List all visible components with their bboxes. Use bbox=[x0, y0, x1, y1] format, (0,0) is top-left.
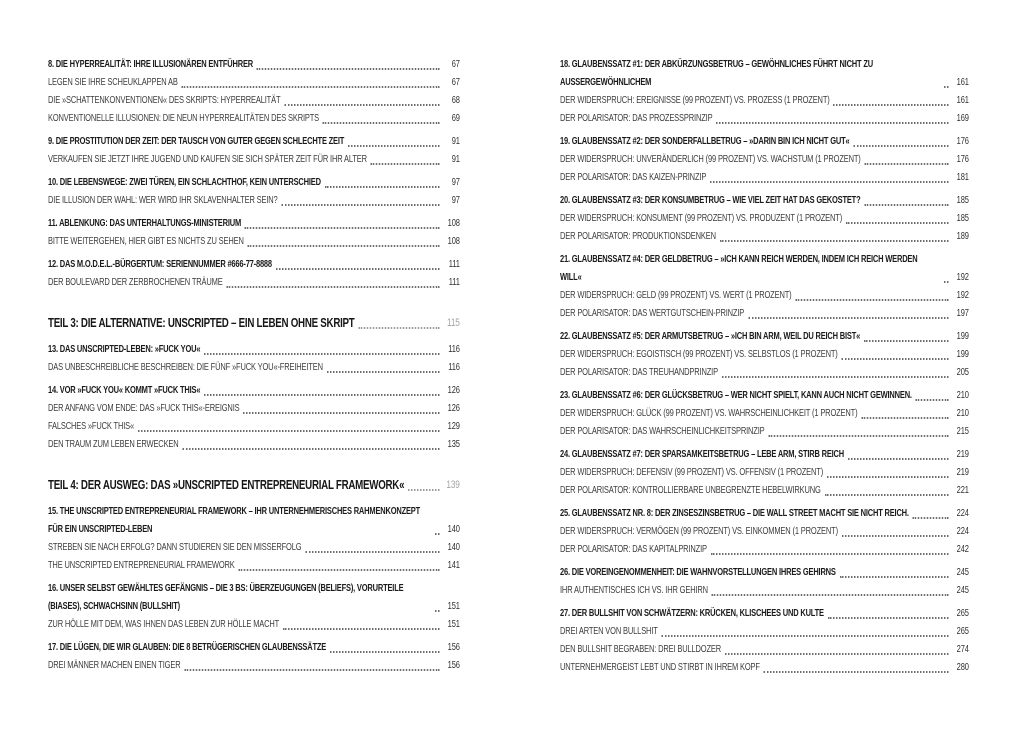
toc-entry-title: DER WIDERSPRUCH: VERMÖGEN (99 PROZENT) VS. EINKOMMEN (1 PROZENT) bbox=[560, 526, 838, 537]
dotted-leader bbox=[408, 489, 440, 491]
page-number: 161 bbox=[956, 77, 969, 88]
toc-entry bbox=[560, 641, 969, 659]
page-number: 91 bbox=[451, 136, 460, 147]
page-number: 116 bbox=[448, 362, 460, 373]
page-number: 224 bbox=[956, 508, 969, 519]
dotted-leader bbox=[184, 669, 439, 671]
toc-entry-title: UNTERNEHMERGEIST LEBT UND STIRBT IN IHREM KOPF bbox=[560, 662, 760, 673]
dotted-leader bbox=[138, 430, 440, 432]
toc-entry-title: 19. GLAUBENSSATZ #2: DER SONDERFALLBETRUG – »DARIN BIN ICH NICHT GUT« bbox=[560, 136, 850, 147]
toc-entry-title: BITTE WEITERGEHEN, HIER GIBT ES NICHTS ZU SEHEN bbox=[48, 236, 244, 247]
dotted-leader bbox=[435, 533, 440, 535]
toc-entry bbox=[560, 210, 969, 228]
toc-entry bbox=[560, 287, 969, 305]
page-number: 111 bbox=[448, 277, 460, 288]
toc-entry-title: 17. DIE LÜGEN, DIE WIR GLAUBEN: DIE 8 BETRÜGERISCHEN GLAUBENSSÄTZE bbox=[48, 642, 327, 653]
toc-entry-title: DEN TRAUM ZUM LEBEN ERWECKEN bbox=[48, 439, 179, 450]
dotted-leader bbox=[305, 551, 439, 553]
page-number: 210 bbox=[956, 408, 969, 419]
toc-entry-title: 18. GLAUBENSSATZ #1: DER ABKÜRZUNGSBETRUG – GEWÖHNLICHES FÜHRT NICHT ZU AUSSERGEWÖHNLICHEM bbox=[560, 59, 873, 88]
toc-entry-title: 12. DAS M.O.D.E.L.-BÜRGERTUM: SERIENNUMMER #666-77-8888 bbox=[48, 259, 272, 270]
page-number: 197 bbox=[956, 308, 969, 319]
toc-entry bbox=[560, 92, 969, 110]
page-number: 111 bbox=[448, 259, 460, 270]
toc-entry bbox=[560, 446, 969, 464]
toc-entry-title: 15. THE UNSCRIPTED ENTREPRENEURIAL FRAMEWORK – IHR UNTERNEHMERISCHES RAHMENKONZEPT FÜR EIN UNSCRIPTED-LEBEN bbox=[48, 506, 421, 535]
toc-entry bbox=[560, 423, 969, 441]
toc-entry-title: 11. ABLENKUNG: DAS UNTERHALTUNGS-MINISTERIUM bbox=[48, 218, 242, 229]
page-number: 189 bbox=[956, 231, 969, 242]
dotted-leader bbox=[226, 286, 439, 288]
dotted-leader bbox=[248, 245, 440, 247]
page-number: 126 bbox=[447, 385, 460, 396]
page-number: 67 bbox=[451, 77, 460, 88]
dotted-leader bbox=[325, 186, 440, 188]
toc-part-heading bbox=[48, 474, 460, 496]
toc-entry-title: DER POLARISATOR: DAS WERTGUTSCHEIN-PRINZIP bbox=[560, 308, 745, 319]
toc-entry-title: STREBEN SIE NACH ERFOLG? DANN STUDIEREN SIE DEN MISSERFOLG bbox=[48, 542, 302, 553]
toc-entry bbox=[560, 582, 969, 600]
dotted-leader bbox=[944, 86, 949, 88]
toc-entry bbox=[48, 92, 460, 110]
page-number: 97 bbox=[451, 195, 460, 206]
page-number: 67 bbox=[451, 59, 460, 70]
toc-entry-title: DER WIDERSPRUCH: GELD (99 PROZENT) VS. WERT (1 PROZENT) bbox=[560, 290, 792, 301]
page-number: 69 bbox=[451, 113, 460, 124]
dotted-leader bbox=[795, 299, 948, 301]
toc-entry-title: 9. DIE PROSTITUTION DER ZEIT: DER TAUSCH VON GUTER GEGEN SCHLECHTE ZEIT bbox=[48, 136, 345, 147]
toc-entry bbox=[560, 192, 969, 210]
toc-entry bbox=[48, 233, 460, 251]
toc-entry bbox=[48, 418, 460, 436]
page-number: 151 bbox=[447, 601, 460, 612]
dotted-leader bbox=[327, 371, 440, 373]
page-number: 156 bbox=[447, 642, 460, 653]
toc-entry-title: TEIL 4: DER AUSWEG: DAS »UNSCRIPTED ENTREPRENEURIAL FRAMEWORK« bbox=[48, 477, 405, 492]
page-number: 68 bbox=[451, 95, 460, 106]
toc-entry bbox=[560, 56, 969, 92]
page-number: 139 bbox=[446, 479, 460, 491]
dotted-leader bbox=[284, 104, 439, 106]
page-number: 176 bbox=[956, 154, 969, 165]
toc-entry bbox=[560, 482, 969, 500]
dotted-leader bbox=[725, 653, 949, 655]
page-number: 108 bbox=[447, 236, 460, 247]
page-number: 97 bbox=[451, 177, 460, 188]
toc-entry bbox=[48, 274, 460, 292]
toc-entry bbox=[48, 192, 460, 210]
dotted-leader bbox=[276, 268, 440, 270]
toc-entry-title: LEGEN SIE IHRE SCHEUKLAPPEN AB bbox=[48, 77, 178, 88]
toc-entry bbox=[48, 557, 460, 575]
toc-entry-title: DER POLARISATOR: DAS PROZESSPRINZIP bbox=[560, 113, 713, 124]
toc-entry-title: DER POLARISATOR: KONTROLLIERBARE UNBEGRENZTE HEBELWIRKUNG bbox=[560, 485, 821, 496]
toc-entry bbox=[48, 215, 460, 233]
page-number: 215 bbox=[956, 426, 969, 437]
page-number: 274 bbox=[956, 644, 969, 655]
toc-entry bbox=[560, 564, 969, 582]
toc-entry-title: DREI ARTEN VON BULLSHIT bbox=[560, 626, 658, 637]
toc-entry-title: DIE ILLUSION DER WAHL: WER WIRD IHR SKLAVENHALTER SEIN? bbox=[48, 195, 278, 206]
dotted-leader bbox=[204, 353, 439, 355]
dotted-leader bbox=[323, 122, 440, 124]
toc-entry bbox=[48, 341, 460, 359]
toc-entry bbox=[48, 151, 460, 169]
toc-entry bbox=[560, 328, 969, 346]
dotted-leader bbox=[182, 448, 439, 450]
dotted-leader bbox=[281, 204, 439, 206]
dotted-leader bbox=[839, 576, 948, 578]
dotted-leader bbox=[238, 569, 439, 571]
toc-entry-title: 8. DIE HYPERREALITÄT: IHRE ILLUSIONÄREN ENTFÜHRER bbox=[48, 59, 253, 70]
toc-entry bbox=[560, 659, 969, 677]
toc-entry bbox=[48, 110, 460, 128]
dotted-leader bbox=[841, 358, 948, 360]
page-number: 192 bbox=[956, 290, 969, 301]
dotted-leader bbox=[824, 494, 948, 496]
page-number: 129 bbox=[447, 421, 460, 432]
dotted-leader bbox=[944, 281, 949, 283]
toc-entry bbox=[48, 657, 460, 675]
toc-entry bbox=[48, 503, 460, 539]
dotted-leader bbox=[712, 594, 949, 596]
toc-entry-title: DEN BULLSHIT BEGRABEN: DREI BULLDOZER bbox=[560, 644, 722, 655]
dotted-leader bbox=[833, 104, 948, 106]
dotted-leader bbox=[283, 628, 440, 630]
toc-entry-title: 22. GLAUBENSSATZ #5: DER ARMUTSBETRUG – »ICH BIN ARM, WEIL DU REICH BIST« bbox=[560, 331, 861, 342]
toc-entry bbox=[560, 251, 969, 287]
toc-entry bbox=[48, 436, 460, 454]
toc-entry-title: DER POLARISATOR: PRODUKTIONSDENKEN bbox=[560, 231, 716, 242]
toc-part-heading bbox=[48, 312, 460, 334]
toc-entry bbox=[48, 616, 460, 634]
page-number: 116 bbox=[448, 344, 460, 355]
toc-entry-title: THE UNSCRIPTED ENTREPRENEURIAL FRAMEWORK bbox=[48, 560, 235, 571]
page-number: 126 bbox=[447, 403, 460, 414]
toc-entry bbox=[560, 405, 969, 423]
toc-entry bbox=[560, 541, 969, 559]
toc-entry bbox=[560, 623, 969, 641]
dotted-leader bbox=[748, 317, 949, 319]
dotted-leader bbox=[348, 145, 440, 147]
page-number: 199 bbox=[956, 349, 969, 360]
dotted-leader bbox=[204, 394, 439, 396]
toc-entry-title: 21. GLAUBENSSATZ #4: DER GELDBETRUG – »ICH KANN REICH WERDEN, INDEM ICH REICH WERDEN WILL« bbox=[560, 254, 918, 283]
dotted-leader bbox=[722, 376, 949, 378]
toc-entry-title: DER POLARISATOR: DAS KAIZEN-PRINZIP bbox=[560, 172, 707, 183]
toc-entry bbox=[48, 133, 460, 151]
dotted-leader bbox=[358, 327, 439, 329]
dotted-leader bbox=[913, 517, 949, 519]
toc-entry-title: 10. DIE LEBENSWEGE: ZWEI TÜREN, EIN SCHLACHTHOF, KEIN UNTERSCHIED bbox=[48, 177, 321, 188]
dotted-leader bbox=[710, 181, 949, 183]
dotted-leader bbox=[435, 610, 440, 612]
page-number: 242 bbox=[956, 544, 969, 555]
toc-entry bbox=[560, 133, 969, 151]
toc-entry-title: 23. GLAUBENSSATZ #6: DER GLÜCKSBETRUG – WER NICHT SPIELT, KANN AUCH NICHT GEWINNEN. bbox=[560, 390, 912, 401]
toc-entry bbox=[560, 364, 969, 382]
toc-entry-title: 27. DER BULLSHIT VON SCHWÄTZERN: KRÜCKEN, KLISCHEES UND KULTE bbox=[560, 608, 824, 619]
dotted-leader bbox=[243, 412, 439, 414]
page-number: 245 bbox=[956, 585, 969, 596]
dotted-leader bbox=[916, 399, 949, 401]
toc-entry-title: DER WIDERSPRUCH: KONSUMENT (99 PROZENT) VS. PRODUZENT (1 PROZENT) bbox=[560, 213, 843, 224]
page-number: 181 bbox=[956, 172, 969, 183]
dotted-leader bbox=[842, 535, 949, 537]
dotted-leader bbox=[245, 227, 440, 229]
page-number: 245 bbox=[956, 567, 969, 578]
page-number: 151 bbox=[447, 619, 460, 630]
dotted-leader bbox=[861, 417, 948, 419]
toc-entry bbox=[48, 539, 460, 557]
toc-entry bbox=[48, 56, 460, 74]
page-number: 169 bbox=[956, 113, 969, 124]
dotted-leader bbox=[257, 68, 440, 70]
toc-entry-title: DER BOULEVARD DER ZERBROCHENEN TRÄUME bbox=[48, 277, 223, 288]
dotted-leader bbox=[181, 86, 439, 88]
toc-entry bbox=[48, 74, 460, 92]
toc-entry-title: KONVENTIONELLE ILLUSIONEN: DIE NEUN HYPERREALITÄTEN DES SKRIPTS bbox=[48, 113, 320, 124]
toc-entry-title: DER WIDERSPRUCH: EGOISTISCH (99 PROZENT) VS. SELBSTLOS (1 PROZENT) bbox=[560, 349, 838, 360]
page-number: 280 bbox=[956, 662, 969, 673]
toc-entry-title: DER ANFANG VOM ENDE: DAS »FUCK THIS«-EREIGNIS bbox=[48, 403, 240, 414]
page-number: 192 bbox=[956, 272, 969, 283]
dotted-leader bbox=[371, 163, 440, 165]
page-number: 115 bbox=[447, 317, 460, 329]
toc-entry bbox=[560, 151, 969, 169]
toc-entry-title: TEIL 3: DIE ALTERNATIVE: UNSCRIPTED – EIN LEBEN OHNE SKRIPT bbox=[48, 315, 355, 330]
toc-entry bbox=[48, 400, 460, 418]
dotted-leader bbox=[848, 458, 949, 460]
dotted-leader bbox=[330, 651, 440, 653]
toc-entry bbox=[48, 359, 460, 377]
toc-entry-title: DER WIDERSPRUCH: UNVERÄNDERLICH (99 PROZENT) VS. WACHSTUM (1 PROZENT) bbox=[560, 154, 861, 165]
toc-entry bbox=[560, 346, 969, 364]
page-number: 156 bbox=[447, 660, 460, 671]
toc-entry-title: FALSCHES »FUCK THIS« bbox=[48, 421, 135, 432]
page-number: 91 bbox=[451, 154, 460, 165]
toc-entry bbox=[560, 110, 969, 128]
dotted-leader bbox=[716, 122, 948, 124]
toc-entry bbox=[560, 387, 969, 405]
toc-page-right bbox=[560, 56, 969, 677]
toc-entry-title: DER POLARISATOR: DAS TREUHANDPRINZIP bbox=[560, 367, 718, 378]
page-number: 210 bbox=[956, 390, 969, 401]
toc-entry bbox=[560, 228, 969, 246]
toc-entry bbox=[560, 305, 969, 323]
toc-entry bbox=[560, 505, 969, 523]
toc-entry-title: 16. UNSER SELBST GEWÄHLTES GEFÄNGNIS – DIE 3 BS: ÜBERZEUGUNGEN (BELIEFS), VORURTEILE (BIASES), SCHWACHSINN (BULLSHIT) bbox=[48, 583, 404, 612]
page-number: 199 bbox=[956, 331, 969, 342]
toc-entry-title: DER WIDERSPRUCH: EREIGNISSE (99 PROZENT) VS. PROZESS (1 PROZENT) bbox=[560, 95, 830, 106]
toc-entry bbox=[560, 605, 969, 623]
page-number: 161 bbox=[956, 95, 969, 106]
dotted-leader bbox=[864, 163, 948, 165]
toc-entry-title: DER WIDERSPRUCH: GLÜCK (99 PROZENT) VS. WAHRSCHEINLICHKEIT (1 PROZENT) bbox=[560, 408, 858, 419]
toc-entry bbox=[48, 639, 460, 657]
toc-entry-title: VERKAUFEN SIE JETZT IHRE JUGEND UND KAUFEN SIE SICH SPÄTER ZEIT FÜR IHR ALTER bbox=[48, 154, 367, 165]
page-number: 219 bbox=[956, 467, 969, 478]
toc-entry bbox=[48, 174, 460, 192]
dotted-leader bbox=[827, 476, 949, 478]
toc-page-left bbox=[48, 56, 460, 675]
toc-entry-title: 25. GLAUBENSSATZ NR. 8: DER ZINSESZINSBETRUG – DIE WALL STREET MACHT SIE NICHT REICH. bbox=[560, 508, 909, 519]
toc-entry-title: DER POLARISATOR: DAS WAHRSCHEINLICHKEITSPRINZIP bbox=[560, 426, 765, 437]
page-number: 140 bbox=[447, 542, 460, 553]
page-number: 221 bbox=[956, 485, 969, 496]
page-number: 140 bbox=[447, 524, 460, 535]
toc-entry-title: DER POLARISATOR: DAS KAPITALPRINZIP bbox=[560, 544, 707, 555]
dotted-leader bbox=[864, 340, 949, 342]
page-number: 135 bbox=[447, 439, 460, 450]
toc-entry bbox=[48, 382, 460, 400]
toc-entry-title: DIE »SCHATTENKONVENTIONEN« DES SKRIPTS: HYPERREALITÄT bbox=[48, 95, 281, 106]
page-number: 265 bbox=[956, 608, 969, 619]
page-number: 205 bbox=[956, 367, 969, 378]
toc-entry bbox=[560, 464, 969, 482]
toc-entry bbox=[560, 523, 969, 541]
dotted-leader bbox=[711, 553, 949, 555]
toc-entry-title: 20. GLAUBENSSATZ #3: DER KONSUMBETRUG – WIE VIEL ZEIT HAT DAS GEKOSTET? bbox=[560, 195, 861, 206]
toc-entry-title: 14. VOR »FUCK YOU« KOMMT »FUCK THIS« bbox=[48, 385, 201, 396]
page-number: 219 bbox=[956, 449, 969, 460]
toc-entry-title: DER WIDERSPRUCH: DEFENSIV (99 PROZENT) VS. OFFENSIV (1 PROZENT) bbox=[560, 467, 824, 478]
page-number: 108 bbox=[447, 218, 460, 229]
dotted-leader bbox=[768, 435, 948, 437]
toc-entry bbox=[48, 256, 460, 274]
dotted-leader bbox=[853, 145, 948, 147]
page-number: 185 bbox=[956, 195, 969, 206]
toc-entry-title: 24. GLAUBENSSATZ #7: DER SPARSAMKEITSBETRUG – LEBE ARM, STIRB REICH bbox=[560, 449, 845, 460]
dotted-leader bbox=[828, 617, 949, 619]
page-number: 185 bbox=[956, 213, 969, 224]
dotted-leader bbox=[661, 635, 948, 637]
page-number: 265 bbox=[956, 626, 969, 637]
toc-entry-title: 13. DAS UNSCRIPTED-LEBEN: »FUCK YOU« bbox=[48, 344, 201, 355]
toc-entry-title: DAS UNBESCHREIBLICHE BESCHREIBEN: DIE FÜNF »FUCK YOU«-FREIHEITEN bbox=[48, 362, 323, 373]
toc-entry-title: 26. DIE VOREINGENOMMENHEIT: DIE WAHNVORSTELLUNGEN IHRES GEHIRNS bbox=[560, 567, 836, 578]
toc-entry-title: DREI MÄNNER MACHEN EINEN TIGER bbox=[48, 660, 181, 671]
dotted-leader bbox=[720, 240, 949, 242]
toc-entry-title: ZUR HÖLLE MIT DEM, WAS IHNEN DAS LEBEN ZUR HÖLLE MACHT bbox=[48, 619, 280, 630]
toc-entry-title: IHR AUTHENTISCHES ICH VS. IHR GEHIRN bbox=[560, 585, 708, 596]
page-number: 224 bbox=[956, 526, 969, 537]
dotted-leader bbox=[846, 222, 949, 224]
dotted-leader bbox=[764, 671, 949, 673]
dotted-leader bbox=[864, 204, 948, 206]
toc-entry bbox=[48, 580, 460, 616]
toc-entry bbox=[560, 169, 969, 187]
page-number: 176 bbox=[956, 136, 969, 147]
page-number: 141 bbox=[447, 560, 460, 571]
